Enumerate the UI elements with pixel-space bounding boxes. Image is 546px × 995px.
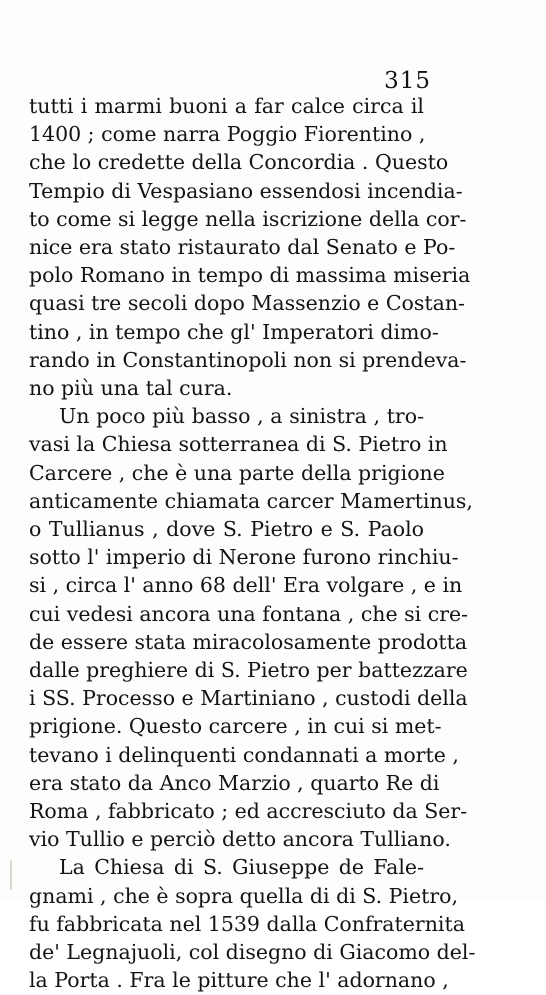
paragraph bbox=[29, 402, 473, 853]
body-text bbox=[29, 92, 476, 995]
text-line: de' Legnajuoli, col disegno di Giacomo del- bbox=[29, 940, 476, 965]
text-line: Carcere , che è una parte della prigione bbox=[29, 460, 445, 485]
text-line: era stato da Anco Marzio , quarto Re di bbox=[29, 770, 440, 795]
text-line: no più una tal cura. bbox=[29, 376, 233, 401]
text-line: anticamente chiamata carcer Mamertinus, bbox=[29, 488, 473, 513]
text-line: 1400 ; come narra Poggio Fiorentino , bbox=[29, 122, 426, 147]
text-line: vasi la Chiesa sotterranea di S. Pietro in bbox=[29, 432, 448, 457]
text-line: Tempio di Vespasiano essendosi incendia- bbox=[29, 178, 463, 203]
text-line: dalle preghiere di S. Pietro per battezzare bbox=[29, 658, 468, 683]
text-line: cui vedesi ancora una fontana , che si cre- bbox=[29, 601, 469, 626]
text-line: polo Romano in tempo di massima miseria bbox=[29, 263, 471, 288]
text-line: nice era stato ristaurato dal Senato e Po- bbox=[29, 235, 456, 260]
text-line: sotto l' imperio di Nerone furono rinchiu- bbox=[29, 545, 459, 570]
text-line: Un poco più basso , a sinistra , tro- bbox=[59, 404, 424, 429]
text-line: La Chiesa di S. Giuseppe de Fale- bbox=[59, 855, 424, 880]
text-line: la Porta . Fra le pitture che l' adornano , bbox=[29, 968, 449, 993]
text-line: che lo credette della Concordia . Questo bbox=[29, 150, 449, 175]
text-line: tutti i marmi buoni a far calce circa il bbox=[29, 94, 424, 118]
text-line: vio Tullio e perciò detto ancora Tulliano. bbox=[29, 827, 451, 852]
text-line: fu fabbricata nel 1539 dalla Confraternita bbox=[29, 911, 465, 936]
text-line: tino , in tempo che gl' Imperatori dimo- bbox=[29, 319, 439, 344]
paragraph bbox=[29, 92, 471, 402]
text-line: quasi tre secoli dopo Massenzio e Costan- bbox=[29, 291, 465, 316]
paragraph bbox=[29, 853, 476, 994]
text-line: to come si legge nella iscrizione della cor- bbox=[29, 206, 467, 231]
text-line: si , circa l' anno 68 dell' Era volgare , e in bbox=[29, 573, 463, 598]
text-line: Roma , fabbricato ; ed accresciuto da Ser- bbox=[29, 799, 468, 824]
text-line: tevano i delinquenti condannati a morte , bbox=[29, 742, 459, 767]
text-line: rando in Constantinopoli non si prendeva- bbox=[29, 347, 467, 372]
text-line: prigione. Questo carcere , in cui si met- bbox=[29, 714, 442, 739]
page-edge-mark bbox=[10, 860, 12, 890]
page-number: 315 bbox=[384, 68, 431, 94]
text-line: i SS. Processo e Martiniano , custodi della bbox=[29, 686, 468, 711]
text-line: de essere stata miracolosamente prodotta bbox=[29, 629, 468, 654]
text-line: o Tullianus , dove S. Pietro e S. Paolo bbox=[29, 517, 424, 542]
text-line: gnami , che è sopra quella di di S. Pietro, bbox=[29, 883, 459, 908]
